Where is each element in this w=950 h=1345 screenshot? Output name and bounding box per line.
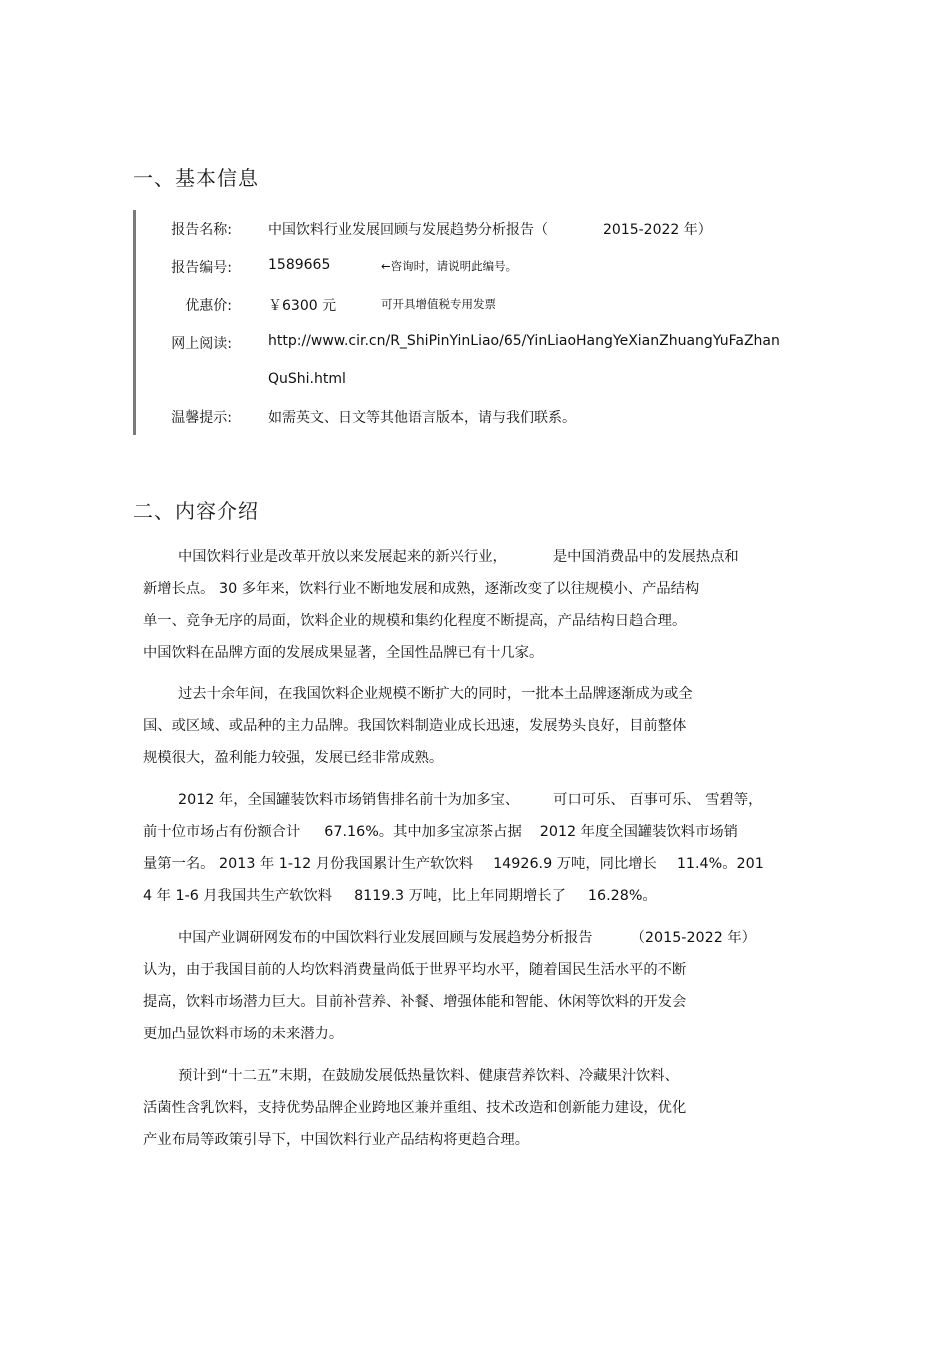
p3-text-f: 量第一名。 2013 年 1-12 月份我国累计生产软饮料 [143,856,474,872]
tip-label: 温馨提示: [171,410,232,426]
paragraph-line [143,541,823,573]
tip-value: 如需英文、日文等其他语言版本，请与我们联系。 [268,410,576,426]
paragraph-5 [143,1060,823,1156]
section-title-content-intro: 二、内容介绍 [133,499,259,523]
report-number-label: 报告编号: [171,260,232,276]
paragraph-1 [143,541,823,669]
price-label: 优惠价: [185,298,232,314]
paragraph-line: 过去十余年间，在我国饮料企业规模不断扩大的同时，一批本土品牌逐渐成为或全 [178,686,693,702]
online-read-label: 网上阅读: [171,336,232,352]
p4-text-b: （2015-2022 年） [630,930,756,946]
price-note: 可开具增值税专用发票 [381,297,496,311]
p4-text-a: 中国产业调研网发布的中国饮料行业发展回顾与发展趋势分析报告 [178,930,593,946]
paragraph-4 [143,922,823,1050]
paragraph-line: 中国饮料在品牌方面的发展成果显著，全国性品牌已有十几家。 [143,645,544,661]
paragraph-line [143,784,823,816]
paragraph-line: 预计到“十二五”末期，在鼓励发展低热量饮料、健康营养饮料、冷藏果汁饮料、 [178,1068,679,1084]
paragraph-line: 产业布局等政策引导下，中国饮料行业产品结构将更趋合理。 [143,1132,530,1148]
report-name-value: 中国饮料行业发展回顾与发展趋势分析报告（ [268,222,548,238]
report-number-value: 1589665 [268,257,331,273]
paragraph-line: 单一、竞争无序的局面，饮料企业的规模和集约化程度不断提高，产品结构日趋合理。 [143,613,687,629]
p1-text-b: 是中国消费品中的发展热点和 [552,549,739,565]
paragraph-line: 国、或区域、或品种的主力品牌。我国饮料制造业成长迅速，发展势头良好，目前整体 [143,718,687,734]
online-read-url-line2[interactable]: QuShi.html [268,371,346,387]
paragraph-line: 规模很大，盈利能力较强，发展已经非常成熟。 [143,750,444,766]
paragraph-line [143,880,823,912]
paragraph-line: 提高，饮料市场潜力巨大。目前补营养、补餐、增强体能和智能、休闲等饮料的开发会 [143,994,687,1010]
p3-text-h: 11.4%。201 [676,856,764,872]
p3-text-e: 2012 年度全国罐装饮料市场销 [539,824,738,840]
online-read-url-line1[interactable]: http://www.cir.cn/R_ShiPinYinLiao/65/YinLiaoHangYeXianZhuangYuFaZhan [268,333,780,349]
p3-text-c: 前十位市场占有份额合计 [143,824,301,840]
paragraph-line [143,816,823,848]
report-number-note: ←咨询时，请说明此编号。 [381,259,518,273]
p3-text-k: 16.28%。 [587,888,657,904]
p3-text-g: 14926.9 万吨，同比增长 [493,856,657,872]
report-name-label: 报告名称: [171,222,232,238]
p3-text-j: 8119.3 万吨，比上年同期增长了 [354,888,566,904]
section-title-basic-info: 一、基本信息 [133,166,259,190]
paragraph-line [143,922,823,954]
paragraph-line: 新增长点。 30 多年来，饮料行业不断地发展和成熟，逐渐改变了以往规模小、产品结构 [143,581,700,597]
paragraph-2 [143,678,823,774]
p3-text-b: 可口可乐、 百事可乐、 雪碧等， [553,792,763,808]
paragraph-line: 更加凸显饮料市场的未来潜力。 [143,1026,344,1042]
p3-text-d: 67.16%。其中加多宝凉茶占据 [324,824,522,840]
p3-text-i: 4 年 1-6 月我国共生产软饮料 [143,888,333,904]
p1-text-a: 中国饮料行业是改革开放以来发展起来的新兴行业， [178,549,507,565]
paragraph-line: 认为，由于我国目前的人均饮料消费量尚低于世界平均水平，随着国民生活水平的不断 [143,962,687,978]
price-value: ￥6300 元 [268,298,337,314]
paragraph-line [143,848,823,880]
report-name-years: 2015-2022 年） [603,222,712,238]
paragraph-3 [143,784,823,912]
paragraph-line: 活菌性含乳饮料，支持优势品牌企业跨地区兼并重组、技术改造和创新能力建设，优化 [143,1100,687,1116]
p3-text-a: 2012 年，全国罐装饮料市场销售排名前十为加多宝、 [178,792,520,808]
basic-info-box [133,210,836,435]
